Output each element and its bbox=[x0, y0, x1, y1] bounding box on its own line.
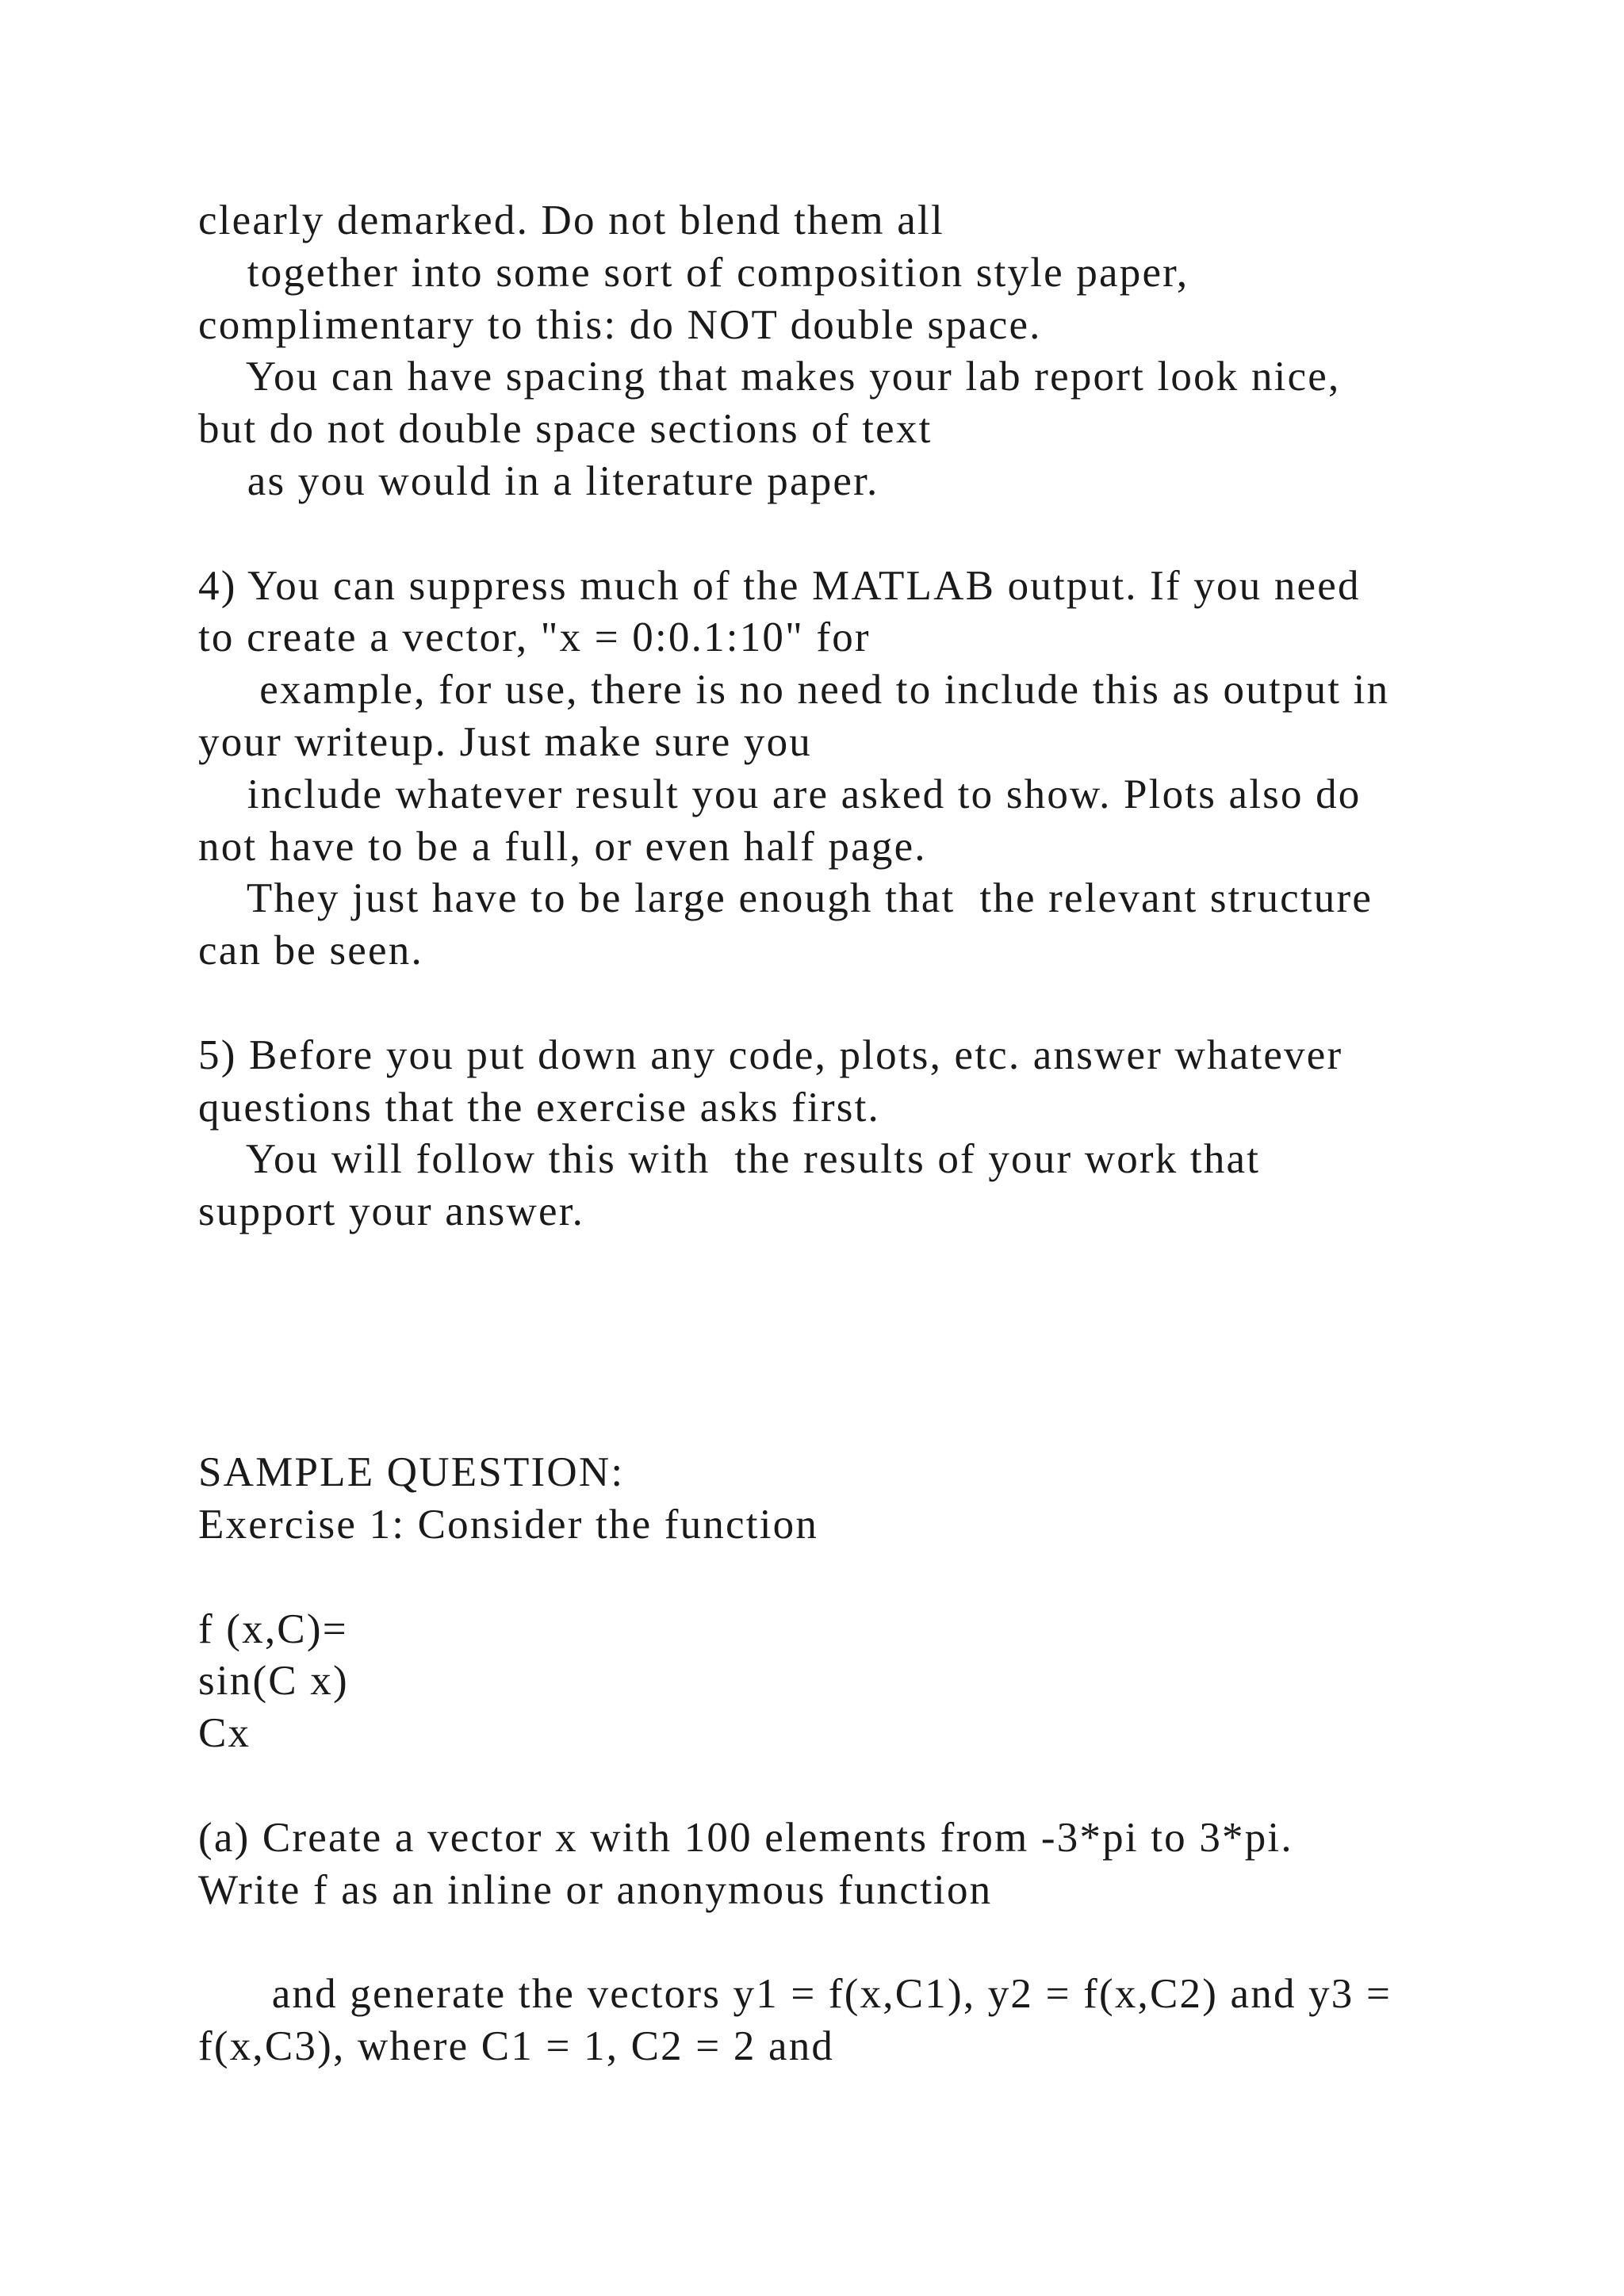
blank-line bbox=[198, 978, 1467, 1030]
formula-denominator: Cx bbox=[198, 1710, 251, 1757]
text-line: f(x,C3), where C1 = 1, C2 = 2 and bbox=[198, 2022, 835, 2069]
blank-line bbox=[198, 508, 1467, 561]
formula-line: f (x,C)= bbox=[198, 1605, 348, 1652]
text-line: together into some sort of composition style paper, bbox=[198, 249, 1189, 296]
text-line: to create a vector, "x = 0:0.1:10" for bbox=[198, 614, 871, 661]
blank-line bbox=[198, 1238, 1467, 1291]
text-line: You will follow this with the results of your work that bbox=[198, 1136, 1261, 1183]
document-body bbox=[198, 195, 1467, 2073]
text-line: support your answer. bbox=[198, 1188, 585, 1235]
text-line: 4) You can suppress much of the MATLAB output. If you need bbox=[198, 562, 1361, 609]
text-line: and generate the vectors y1 = f(x,C1), y2 = f(x,C2) and y3 = bbox=[198, 1971, 1392, 2018]
text-line: Write f as an inline or anonymous function bbox=[198, 1866, 993, 1913]
blank-line bbox=[198, 1291, 1467, 1343]
blank-line bbox=[198, 1916, 1467, 1969]
text-line: not have to be a full, or even half page. bbox=[198, 823, 927, 870]
blank-line bbox=[198, 1343, 1467, 1395]
text-line: include whatever result you are asked to show. Plots also do bbox=[198, 771, 1362, 817]
text-line: 5) Before you put down any code, plots, etc. answer whatever bbox=[198, 1031, 1343, 1078]
text-line: questions that the exercise asks first. bbox=[198, 1084, 880, 1131]
text-line: your writeup. Just make sure you bbox=[198, 718, 812, 765]
text-line: They just have to be large enough that the relevant structure bbox=[198, 875, 1373, 922]
text-line: as you would in a literature paper. bbox=[198, 457, 879, 504]
blank-line bbox=[198, 1552, 1467, 1604]
text-line: can be seen. bbox=[198, 928, 423, 974]
section-heading: SAMPLE QUESTION: bbox=[198, 1449, 625, 1496]
text-line: You can have spacing that makes your lab report look nice, bbox=[198, 354, 1341, 400]
text-line: (a) Create a vector x with 100 elements from -3*pi to 3*pi. bbox=[198, 1814, 1293, 1861]
text-line: example, for use, there is no need to include this as output in bbox=[198, 667, 1390, 714]
exercise-title: Exercise 1: Consider the function bbox=[198, 1501, 819, 1548]
blank-line bbox=[198, 1395, 1467, 1447]
text-line: clearly demarked. Do not blend them all bbox=[198, 197, 944, 243]
text-line: but do not double space sections of text bbox=[198, 406, 933, 453]
formula-numerator: sin(C x) bbox=[198, 1658, 349, 1705]
text-line: complimentary to this: do NOT double space. bbox=[198, 301, 1042, 348]
blank-line bbox=[198, 1760, 1467, 1812]
